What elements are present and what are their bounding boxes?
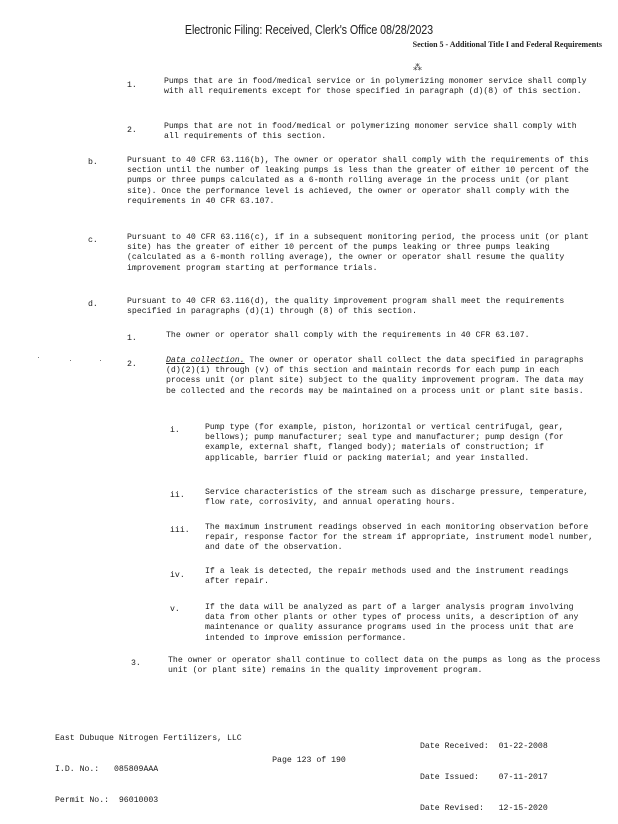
paragraph-label-b: b. (88, 158, 98, 167)
item-label: 2. (127, 360, 137, 369)
list-item: Pumps that are in food/medical service or in polymerizing monomer service shall comply with all requirements except for those specified in paragraph (d)(8) of this section. (164, 77, 587, 97)
list-item: The owner or operator shall continue to collect data on the pumps as long as the process unit (or plant site) remains in the quality improvement program. (168, 656, 601, 676)
sub-item: The maximum instrument readings observed in each monitoring observation before repair, response factor for the stream if appropriate, instrument model number, and date of the observation. (205, 523, 594, 553)
date-issued-label: Date Issued: (420, 773, 479, 783)
item-label: 1. (127, 81, 137, 90)
item-label: 1. (127, 334, 137, 343)
sub-item: If a leak is detected, the repair methods used and the instrument readings after repair. (205, 567, 569, 587)
subitem-label: ii. (170, 491, 185, 500)
date-issued-value: 07-11-2017 (498, 773, 548, 783)
permit-value: 96010003 (118, 795, 159, 805)
sub-item: If the data will be analyzed as part of a larger analysis program involving data from other plants or other types of process units, a description of any maintenance or quality assurance programs used in the process unit that are intended to improve emission performance. (205, 603, 579, 643)
id-value: 085809AAA (113, 765, 159, 775)
paragraph-d: Pursuant to 40 CFR 63.116(d), the quality improvement program shall meet the requirements specified in paragraphs (d)(1) through (8) of this section. (127, 297, 565, 317)
date-revised-value: 12-15-2020 (498, 803, 548, 813)
scan-speck (38, 357, 39, 358)
electronic-filing-stamp: Electronic Filing: Received, Clerk's Office 08/28/2023 (184, 23, 434, 37)
paragraph-label-c: c. (88, 236, 98, 245)
list-item (166, 356, 594, 397)
scan-speck (100, 360, 101, 361)
data-collection-text: The owner or operator shall collect the data specified in paragraphs (d)(2)(i) through (v) of this section and maintain records for each pump in each process unit (or plant site) subject to the quality improvement program. The data may be collected and the records may be maintained on a process unit or plant site basis. (166, 356, 584, 396)
footer-dates (420, 722, 548, 824)
date-revised-label: Date Revised: (420, 803, 484, 813)
sub-item: Pump type (for example, piston, horizontal or vertical centrifugal, gear, bellows); pump manufacturer; seal type and manufacturer; pump design (for example, external shaft, flanged body); materials of construction; if applicable, barrier fluid or packing material; and year installed. (205, 423, 564, 463)
page-number: Page 123 of 190 (272, 756, 346, 765)
scan-speck (70, 360, 71, 361)
subitem-label: v. (170, 605, 180, 614)
subitem-label: i. (170, 426, 180, 435)
date-received-value: 01-22-2008 (498, 742, 548, 752)
paragraph-b: Pursuant to 40 CFR 63.116(b), The owner or operator shall comply with the requirements of this section until the number of leaking pumps is less than the greater of either 10 percent of the pumps or three pumps calculated as a 6-month rolling average in the process unit (or plant site). Once the performance level is achieved, the owner or operator shall comply with the requirements in 40 CFR 63.107. (127, 156, 589, 206)
subitem-label: iv. (170, 571, 185, 580)
list-item: Pumps that are not in food/medical or polymerizing monomer service shall comply with all requirements of this section. (164, 122, 577, 142)
date-received-label: Date Received: (420, 742, 489, 752)
paragraph-c: Pursuant to 40 CFR 63.116(c), if in a subsequent monitoring period, the process unit (or plant site) has the greater of either 10 percent of the pumps leaking or three pumps leaking (calculated as a 6-month rolling average), the owner or operator shall resume the quality improvement program starting at performance trials. (127, 233, 589, 273)
item-label: 3. (131, 659, 141, 668)
sub-item: Service characteristics of the stream such as discharge pressure, temperature, flow rate, corrosivity, and annual operating hours. (205, 488, 589, 508)
permit-label: Permit No.: (55, 795, 110, 805)
scan-mark-icon: ⁂ (413, 63, 422, 73)
paragraph-label-d: d. (88, 300, 98, 309)
section-header: Section 5 - Additional Title I and Federal Requirements (412, 40, 602, 49)
company-name: East Dubuque Nitrogen Fertilizers, LLC (55, 734, 242, 744)
data-collection-heading: Data collection. (166, 356, 245, 365)
list-item: The owner or operator shall comply with the requirements in 40 CFR 63.107. (166, 331, 530, 340)
subitem-label: iii. (170, 526, 190, 535)
id-label: I.D. No.: (55, 765, 100, 775)
item-label: 2. (127, 126, 137, 135)
